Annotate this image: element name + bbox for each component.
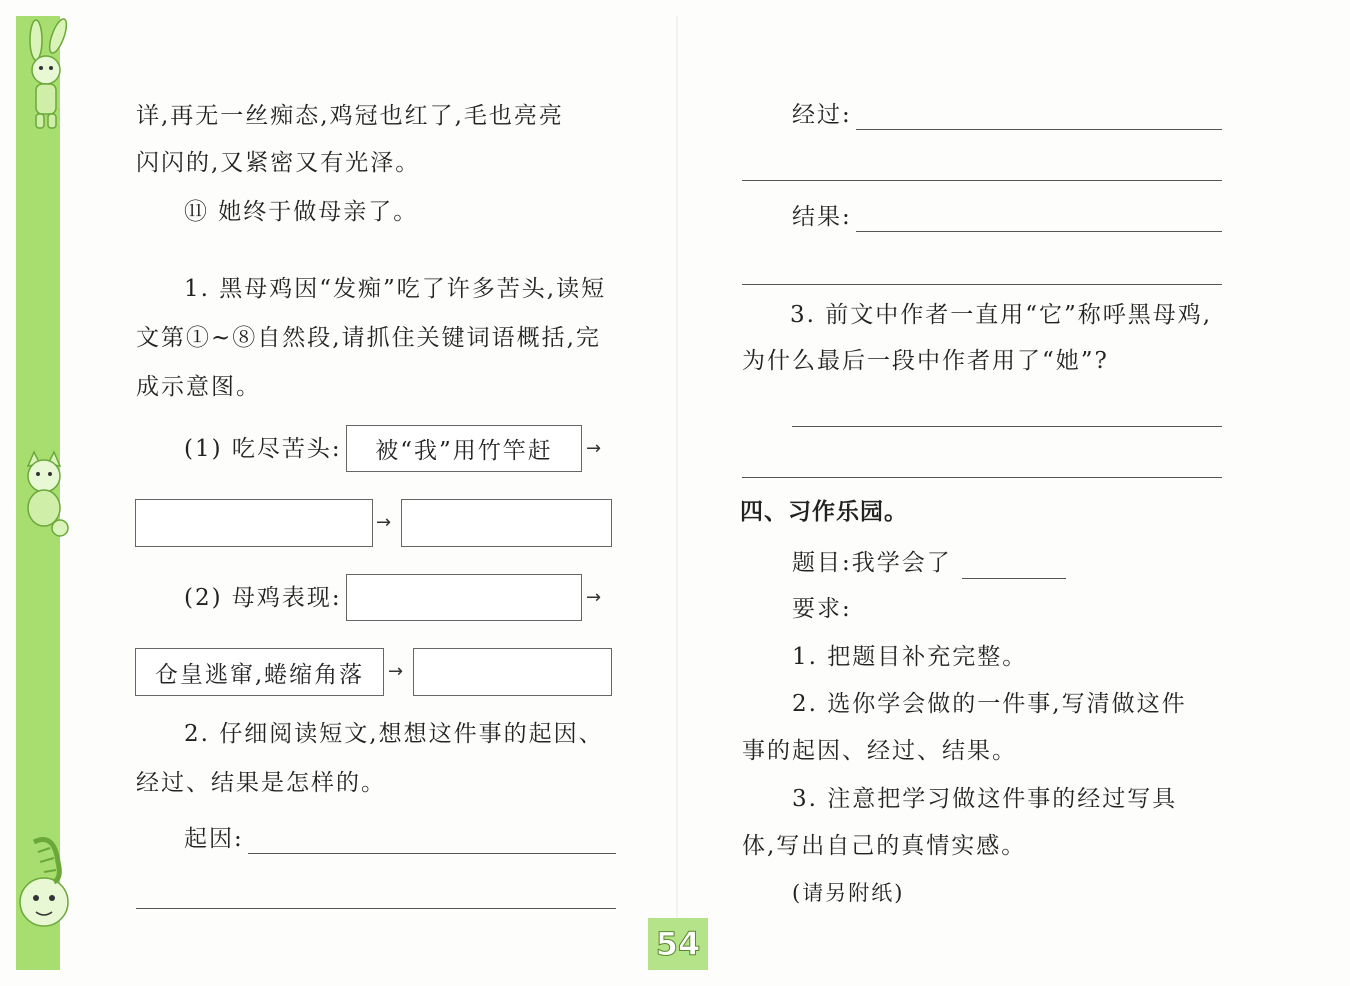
result-answer-line[interactable] bbox=[856, 231, 1222, 232]
requirement-2-line-2: 事的起因、经过、结果。 bbox=[742, 738, 1017, 764]
diagram-part2-box-3[interactable] bbox=[413, 648, 612, 696]
topic-blank-line[interactable] bbox=[962, 578, 1066, 579]
question-3-line-1: 3. 前文中作者一直用“它”称呼黑母鸡, bbox=[790, 302, 1213, 328]
diagram-part2-label: (2) 母鸡表现: bbox=[184, 585, 342, 611]
diagram-part1-box-2[interactable] bbox=[135, 499, 373, 547]
passage-line-2: 闪闪的,又紧密又有光泽。 bbox=[136, 150, 421, 176]
requirement-2-line-1: 2. 选你学会做的一件事,写清做这件 bbox=[792, 691, 1187, 717]
arrow-right-icon: → bbox=[388, 661, 404, 682]
question-2-line-2: 经过、结果是怎样的。 bbox=[136, 770, 386, 796]
result-label: 结果: bbox=[792, 204, 852, 230]
arrow-right-icon: → bbox=[586, 438, 602, 459]
requirements-label: 要求: bbox=[792, 596, 852, 622]
arrow-right-icon: → bbox=[586, 587, 602, 608]
passage-line-3: ⑪ 她终于做母亲了。 bbox=[184, 199, 419, 225]
section-4-title: 四、习作乐园。 bbox=[740, 499, 908, 525]
page-number: 54 bbox=[648, 918, 708, 970]
arrow-right-icon: → bbox=[376, 512, 392, 533]
result-answer-line-2[interactable] bbox=[742, 284, 1222, 285]
page-gutter bbox=[676, 16, 678, 970]
cause-label: 起因: bbox=[184, 826, 244, 852]
requirement-3-line-2: 体,写出自己的真情实感。 bbox=[742, 833, 1027, 859]
process-answer-line[interactable] bbox=[856, 129, 1222, 130]
cause-answer-line-2[interactable] bbox=[136, 908, 616, 909]
process-label: 经过: bbox=[792, 102, 852, 128]
question-3-answer-line[interactable] bbox=[792, 426, 1222, 427]
cat-mascot-icon bbox=[14, 448, 74, 544]
diagram-part2-box-2: 仓皇逃窜,蜷缩角落 bbox=[135, 648, 384, 696]
question-1-line-2: 文第①~⑧自然段,请抓住关键词语概括,完 bbox=[136, 325, 601, 351]
tiger-mascot-icon bbox=[14, 822, 74, 938]
diagram-part2-box-1[interactable] bbox=[346, 574, 582, 621]
attach-paper-note: (请另附纸) bbox=[792, 881, 905, 905]
cause-answer-line[interactable] bbox=[248, 853, 616, 854]
diagram-part1-label: (1) 吃尽苦头: bbox=[184, 436, 342, 462]
diagram-part1-box-3[interactable] bbox=[401, 499, 612, 547]
process-answer-line-2[interactable] bbox=[742, 180, 1222, 181]
question-1-line-1: 1. 黑母鸡因“发痴”吃了许多苦头,读短 bbox=[184, 276, 607, 302]
requirement-3-line-1: 3. 注意把学习做这件事的经过写具 bbox=[792, 786, 1178, 812]
question-3-answer-line-2[interactable] bbox=[742, 477, 1222, 478]
diagram-part1-box-1: 被“我”用竹竿赶 bbox=[346, 425, 582, 472]
question-3-line-2: 为什么最后一段中作者用了“她”? bbox=[742, 348, 1109, 374]
question-2-line-1: 2. 仔细阅读短文,想想这件事的起因、 bbox=[184, 721, 604, 747]
topic-label: 题目:我学会了 bbox=[792, 550, 952, 576]
rabbit-mascot-icon bbox=[14, 18, 80, 138]
question-1-line-3: 成示意图。 bbox=[136, 374, 261, 400]
passage-line-1: 详,再无一丝痴态,鸡冠也红了,毛也亮亮 bbox=[136, 103, 564, 129]
requirement-1: 1. 把题目补充完整。 bbox=[792, 644, 1028, 670]
